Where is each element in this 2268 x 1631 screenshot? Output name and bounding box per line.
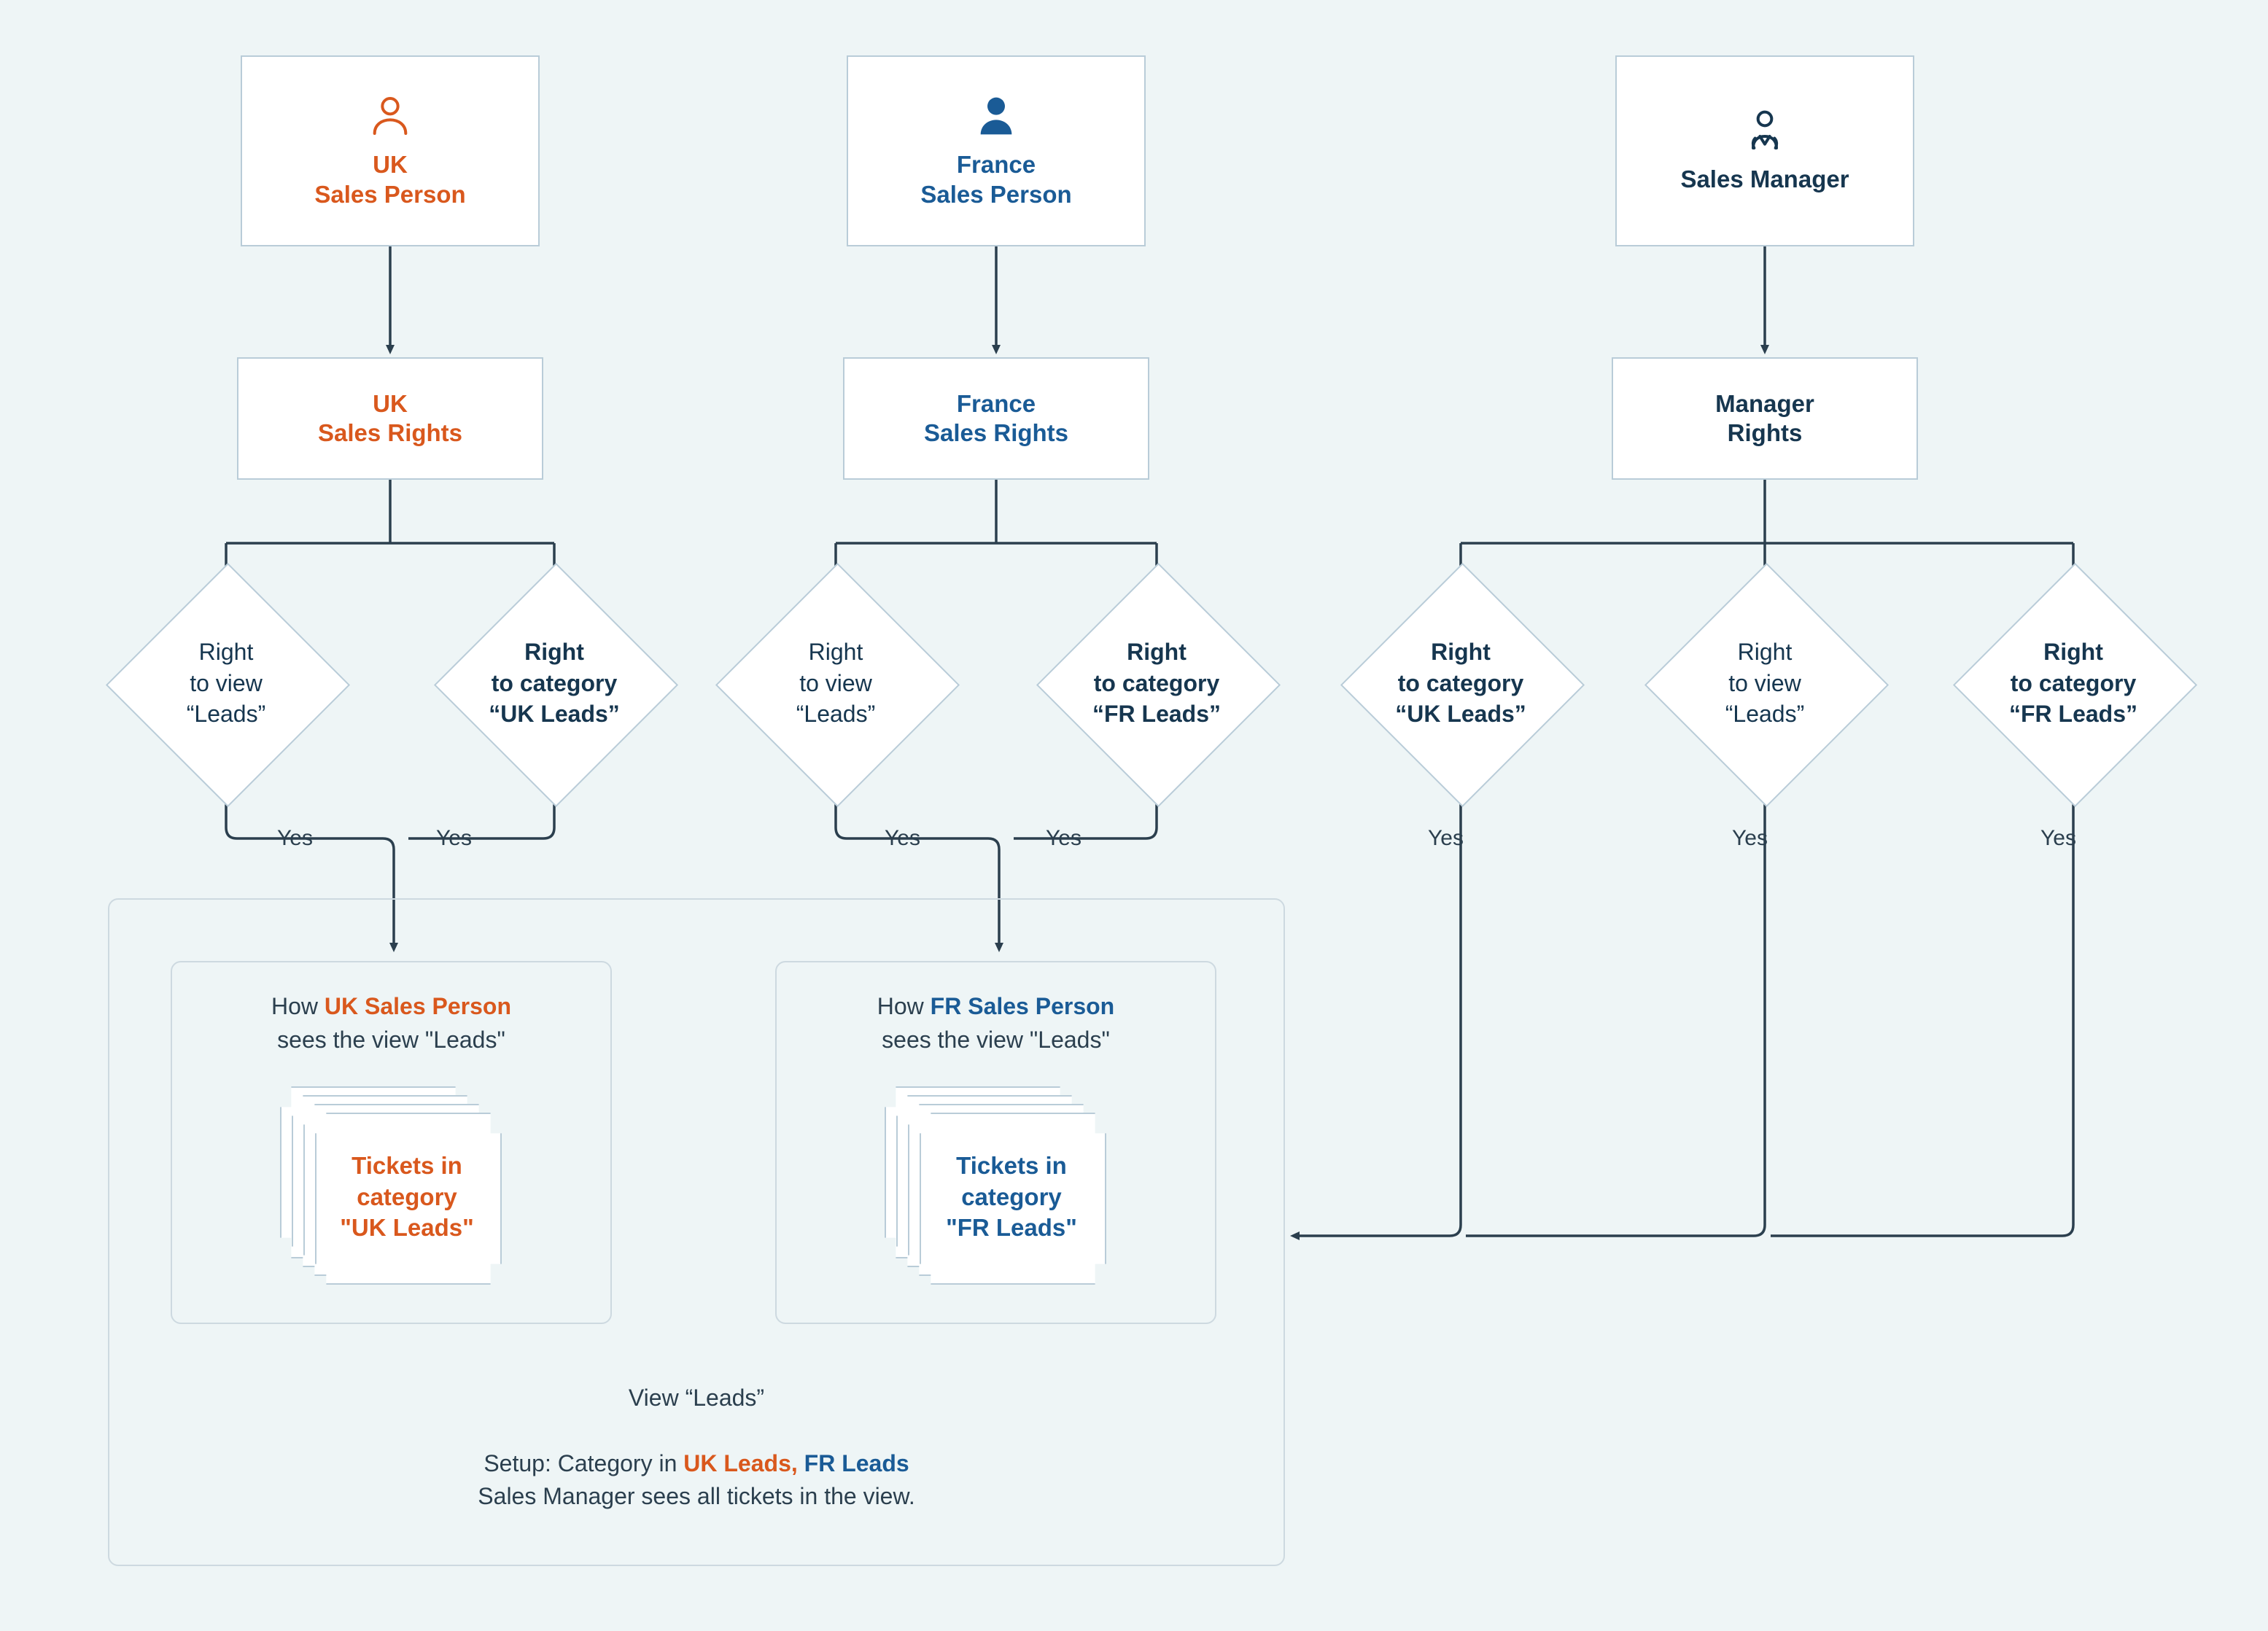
stack-line1: Tickets in bbox=[956, 1151, 1067, 1179]
rights-line2: Rights bbox=[1727, 419, 1803, 446]
persona-uk-sales-person[interactable] bbox=[241, 55, 540, 246]
decision-uk-right-to-view-leads[interactable] bbox=[106, 563, 346, 803]
yes-label-1: Yes bbox=[277, 826, 313, 850]
panel-note: Sales Manager sees all tickets in the view. bbox=[478, 1483, 915, 1509]
fr-ticket-stack-label bbox=[920, 1113, 1103, 1282]
persona-line1: Sales Manager bbox=[1680, 166, 1849, 193]
decision-line1: Right bbox=[1431, 639, 1491, 666]
decision-line2: to view bbox=[1728, 669, 1801, 696]
decision-label bbox=[1036, 563, 1277, 803]
uk-result-card[interactable] bbox=[171, 961, 612, 1324]
decision-line3: “Leads” bbox=[796, 701, 876, 728]
stack-line1: Tickets in bbox=[352, 1151, 462, 1179]
decision-line2: to category bbox=[1093, 669, 1220, 696]
persona-line2: Sales Person bbox=[920, 180, 1072, 208]
stack-line3: "FR Leads" bbox=[946, 1214, 1077, 1242]
person-icon bbox=[367, 93, 413, 143]
node-manager-rights[interactable] bbox=[1612, 357, 1918, 480]
fr-ticket-stack bbox=[885, 1086, 1111, 1298]
decision-line1: Right bbox=[2043, 639, 2103, 666]
decision-mgr-right-to-view-leads[interactable] bbox=[1644, 563, 1885, 803]
uk-result-prefix: How bbox=[271, 993, 325, 1019]
decision-label bbox=[1953, 563, 2194, 803]
stack-line3: "UK Leads" bbox=[340, 1214, 474, 1242]
decision-line1: Right bbox=[1127, 639, 1187, 666]
fr-result-prefix: How bbox=[877, 993, 931, 1019]
decision-mgr-right-to-category-fr-leads[interactable] bbox=[1953, 563, 2194, 803]
yes-label-5: Yes bbox=[1428, 826, 1464, 850]
decision-line1: Right bbox=[808, 639, 863, 666]
uk-result-subtitle: sees the view "Leads" bbox=[277, 1027, 505, 1053]
fr-result-title bbox=[777, 990, 1215, 1023]
decision-line3: “Leads” bbox=[186, 701, 266, 728]
decision-line2: to view bbox=[799, 669, 872, 696]
decision-line2: to view bbox=[190, 669, 263, 696]
decision-fr-right-to-category-fr-leads[interactable] bbox=[1036, 563, 1277, 803]
yes-label-3: Yes bbox=[885, 826, 920, 850]
stack-line2: category bbox=[961, 1183, 1062, 1210]
rights-line1: UK bbox=[373, 389, 408, 417]
rights-line1: France bbox=[956, 389, 1036, 417]
fr-result-card[interactable] bbox=[775, 961, 1216, 1324]
uk-ticket-stack-label bbox=[315, 1113, 499, 1282]
decision-line1: Right bbox=[524, 639, 584, 666]
uk-result-title bbox=[172, 990, 610, 1023]
uk-result-who: UK Sales Person bbox=[324, 993, 511, 1019]
decision-line2: to category bbox=[491, 669, 618, 696]
decision-label bbox=[715, 563, 956, 803]
decision-line3: “FR Leads” bbox=[1092, 701, 1222, 728]
decision-line2: to category bbox=[1397, 669, 1524, 696]
panel-view-title: View “Leads” bbox=[628, 1385, 765, 1411]
stack-line2: category bbox=[357, 1183, 457, 1210]
yes-label-6: Yes bbox=[1732, 826, 1768, 850]
node-uk-sales-rights[interactable] bbox=[237, 357, 543, 480]
rights-line2: Sales Rights bbox=[923, 419, 1069, 446]
manager-icon bbox=[1741, 107, 1788, 157]
setup-fr-leads: FR Leads bbox=[797, 1450, 909, 1476]
decision-line2: to category bbox=[2010, 669, 2137, 696]
decision-line3: “UK Leads” bbox=[489, 701, 620, 728]
uk-ticket-stack bbox=[280, 1086, 506, 1298]
panel-setup-line bbox=[108, 1447, 1285, 1480]
decision-line1: Right bbox=[1737, 639, 1793, 666]
decision-label bbox=[1340, 563, 1581, 803]
decision-line3: “FR Leads” bbox=[2008, 701, 2138, 728]
decision-uk-right-to-category-uk-leads[interactable] bbox=[434, 563, 675, 803]
yes-label-2: Yes bbox=[436, 826, 472, 850]
setup-prefix: Setup: Category in bbox=[483, 1450, 684, 1476]
fr-result-who: FR Sales Person bbox=[930, 993, 1115, 1019]
node-france-sales-rights[interactable] bbox=[843, 357, 1149, 480]
rights-line2: Sales Rights bbox=[317, 419, 463, 446]
decision-mgr-right-to-category-uk-leads[interactable] bbox=[1340, 563, 1581, 803]
yes-label-7: Yes bbox=[2040, 826, 2076, 850]
decision-fr-right-to-view-leads[interactable] bbox=[715, 563, 956, 803]
person-filled-icon bbox=[973, 93, 1020, 143]
persona-line1: France bbox=[956, 151, 1036, 179]
persona-line2: Sales Person bbox=[314, 180, 466, 208]
persona-line1: UK bbox=[373, 151, 408, 179]
decision-line3: “Leads” bbox=[1725, 701, 1805, 728]
persona-france-sales-person[interactable] bbox=[847, 55, 1146, 246]
decision-line1: Right bbox=[198, 639, 254, 666]
decision-label bbox=[434, 563, 675, 803]
persona-sales-manager[interactable] bbox=[1615, 55, 1914, 246]
fr-result-subtitle: sees the view "Leads" bbox=[882, 1027, 1110, 1053]
decision-line3: “UK Leads” bbox=[1395, 701, 1526, 728]
decision-label bbox=[106, 563, 346, 803]
rights-line1: Manager bbox=[1715, 389, 1814, 417]
setup-uk-leads: UK Leads, bbox=[683, 1450, 798, 1476]
yes-label-4: Yes bbox=[1046, 826, 1081, 850]
decision-label bbox=[1644, 563, 1885, 803]
